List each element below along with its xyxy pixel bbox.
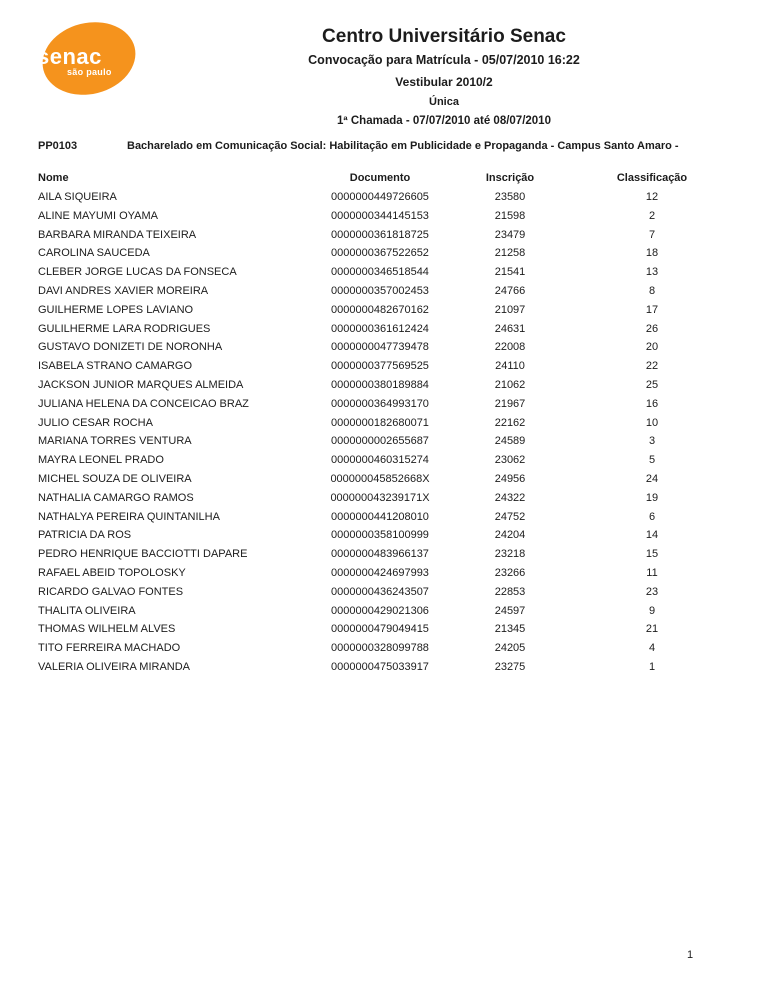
student-inscription: 21967 xyxy=(494,397,526,410)
student-name: PATRICIA DA ROS xyxy=(38,529,132,542)
student-document: 0000000361818725 xyxy=(331,228,429,241)
student-inscription: 22162 xyxy=(494,416,526,429)
student-classification: 6 xyxy=(648,510,656,523)
table-row xyxy=(38,320,746,339)
table-row xyxy=(38,545,746,564)
student-document: 0000000328099788 xyxy=(331,642,429,655)
student-name: CAROLINA SAUCEDA xyxy=(38,247,150,260)
table-row xyxy=(38,451,746,470)
student-document: 0000000380189884 xyxy=(331,378,429,391)
student-classification: 26 xyxy=(645,322,659,335)
student-inscription: 21258 xyxy=(494,247,526,260)
document-header xyxy=(120,26,768,128)
student-classification: 2 xyxy=(648,209,656,222)
student-inscription: 24589 xyxy=(494,435,526,448)
student-name: CLEBER JORGE LUCAS DA FONSECA xyxy=(38,266,237,279)
student-name: ALINE MAYUMI OYAMA xyxy=(38,209,159,222)
student-document: 000000045852668X xyxy=(330,472,430,485)
call-period-label: 1ª Chamada - 07/07/2010 até 08/07/2010 xyxy=(337,115,551,127)
student-classification: 7 xyxy=(648,228,656,241)
student-inscription: 21345 xyxy=(494,623,526,636)
table-row xyxy=(38,620,746,639)
page-number: 1 xyxy=(686,949,694,961)
student-classification: 14 xyxy=(645,529,659,542)
table-row xyxy=(38,263,746,282)
table-row xyxy=(38,583,746,602)
option-label: Única xyxy=(429,96,459,108)
student-name: THOMAS WILHELM ALVES xyxy=(38,623,176,636)
student-document: 0000000346518544 xyxy=(331,266,429,279)
student-name: MAYRA LEONEL PRADO xyxy=(38,454,164,467)
student-document: 0000000002655687 xyxy=(331,435,429,448)
course-name: Bacharelado em Comunicação Social: Habilitação em Publicidade e Propaganda - Campus Santo Amaro - xyxy=(127,140,679,152)
course-line xyxy=(38,140,748,153)
student-name: RAFAEL ABEID TOPOLOSKY xyxy=(38,566,186,579)
student-classification: 17 xyxy=(645,303,659,316)
table-row xyxy=(38,338,746,357)
student-document: 0000000479049415 xyxy=(331,623,429,636)
student-classification: 18 xyxy=(645,247,659,260)
student-classification: 22 xyxy=(645,360,659,373)
student-inscription: 21598 xyxy=(494,209,526,222)
student-name: JULIANA HELENA DA CONCEICAO BRAZ xyxy=(38,397,249,410)
student-document: 0000000475033917 xyxy=(331,660,429,673)
student-name: JACKSON JUNIOR MARQUES ALMEIDA xyxy=(38,378,244,391)
student-inscription: 23479 xyxy=(494,228,526,241)
student-document: 0000000436243507 xyxy=(331,585,429,598)
student-classification: 23 xyxy=(645,585,659,598)
student-classification: 16 xyxy=(645,397,659,410)
student-document: 0000000367522652 xyxy=(331,247,429,260)
table-row xyxy=(38,470,746,489)
student-document: 0000000429021306 xyxy=(331,604,429,617)
results-table-body xyxy=(38,188,746,677)
student-name: DAVI ANDRES XAVIER MOREIRA xyxy=(38,284,209,297)
student-classification: 25 xyxy=(645,378,659,391)
exam-label: Vestibular 2010/2 xyxy=(395,75,493,89)
student-document: 0000000441208010 xyxy=(331,510,429,523)
student-inscription: 24956 xyxy=(494,472,526,485)
student-inscription: 23266 xyxy=(494,566,526,579)
student-classification: 10 xyxy=(645,416,659,429)
student-inscription: 24322 xyxy=(494,491,526,504)
table-row xyxy=(38,188,746,207)
student-document: 0000000460315274 xyxy=(331,454,429,467)
student-document: 0000000482670162 xyxy=(331,303,429,316)
student-inscription: 24752 xyxy=(494,510,526,523)
student-inscription: 24631 xyxy=(494,322,526,335)
student-inscription: 24110 xyxy=(495,360,525,373)
student-document: 0000000344145153 xyxy=(331,209,429,222)
student-name: NATHALYA PEREIRA QUINTANILHA xyxy=(38,510,220,523)
table-row xyxy=(38,526,746,545)
student-name: TITO FERREIRA MACHADO xyxy=(38,642,181,655)
column-header-nome: Nome xyxy=(38,172,69,184)
student-classification: 3 xyxy=(648,435,656,448)
student-document: 0000000182680071 xyxy=(331,416,429,429)
table-row xyxy=(38,414,746,433)
student-inscription: 24766 xyxy=(494,284,526,297)
student-document: 0000000377569525 xyxy=(331,360,429,373)
student-inscription: 22008 xyxy=(494,341,526,354)
student-document: 000000043239171X xyxy=(330,491,430,504)
logo-region-text: são paulo xyxy=(67,67,112,77)
student-inscription: 21097 xyxy=(494,303,526,316)
table-row xyxy=(38,207,746,226)
student-name: MARIANA TORRES VENTURA xyxy=(38,435,192,448)
student-document: 0000000449726605 xyxy=(331,191,429,203)
student-inscription: 21062 xyxy=(494,378,526,391)
student-classification: 21 xyxy=(645,623,659,636)
student-document: 0000000364993170 xyxy=(331,397,429,410)
student-classification: 12 xyxy=(645,191,659,203)
student-name: RICARDO GALVAO FONTES xyxy=(38,585,184,598)
student-classification: 1 xyxy=(648,660,656,673)
table-row xyxy=(38,395,746,414)
student-name: ISABELA STRANO CAMARGO xyxy=(38,360,193,373)
table-row xyxy=(38,564,746,583)
student-name: BARBARA MIRANDA TEIXEIRA xyxy=(38,228,197,241)
student-classification: 5 xyxy=(648,454,656,467)
column-header-documento: Documento xyxy=(349,172,411,184)
student-name: MICHEL SOUZA DE OLIVEIRA xyxy=(38,472,192,485)
student-document: 0000000358100999 xyxy=(331,529,429,542)
student-inscription: 23218 xyxy=(494,548,526,561)
student-inscription: 23062 xyxy=(494,454,526,467)
student-classification: 4 xyxy=(648,642,656,655)
table-row xyxy=(38,602,746,621)
student-name: GULILHERME LARA RODRIGUES xyxy=(38,322,211,335)
student-name: GUSTAVO DONIZETI DE NORONHA xyxy=(38,341,223,354)
student-document: 0000000047739478 xyxy=(331,341,429,354)
column-header-classificacao: Classificação xyxy=(616,172,688,184)
convocation-subtitle: Convocação para Matrícula - 05/07/2010 16:22 xyxy=(308,53,580,67)
student-inscription: 21541 xyxy=(494,266,526,279)
student-inscription: 24204 xyxy=(494,529,526,542)
student-classification: 13 xyxy=(645,266,659,279)
student-name: PEDRO HENRIQUE BACCIOTTI DAPARE xyxy=(38,548,248,561)
table-row xyxy=(38,489,746,508)
student-name: JULIO CESAR ROCHA xyxy=(38,416,153,429)
student-inscription: 23580 xyxy=(494,191,526,203)
table-row xyxy=(38,432,746,451)
table-row xyxy=(38,658,746,677)
table-row xyxy=(38,357,746,376)
student-name: THALITA OLIVEIRA xyxy=(38,604,136,617)
student-inscription: 22853 xyxy=(494,585,526,598)
table-row xyxy=(38,282,746,301)
student-classification: 8 xyxy=(648,284,656,297)
results-table-header xyxy=(38,172,746,188)
table-row xyxy=(38,508,746,527)
student-classification: 20 xyxy=(645,341,659,354)
student-classification: 24 xyxy=(645,472,659,485)
student-name: NATHALIA CAMARGO RAMOS xyxy=(38,491,194,504)
results-table xyxy=(38,172,746,677)
page-title: Centro Universitário Senac xyxy=(322,26,566,47)
student-name: AILA SIQUEIRA xyxy=(38,191,117,203)
table-row xyxy=(38,639,746,658)
course-code: PP0103 xyxy=(38,140,78,152)
table-row xyxy=(38,301,746,320)
student-name: VALERIA OLIVEIRA MIRANDA xyxy=(38,660,191,673)
student-document: 0000000361612424 xyxy=(331,322,429,335)
student-inscription: 24205 xyxy=(494,642,526,655)
student-name: GUILHERME LOPES LAVIANO xyxy=(38,303,194,316)
student-classification: 19 xyxy=(645,491,659,504)
student-document: 0000000357002453 xyxy=(331,284,429,297)
table-row xyxy=(38,376,746,395)
table-row xyxy=(38,244,746,263)
column-header-inscricao: Inscrição xyxy=(485,172,535,184)
student-document: 0000000483966137 xyxy=(331,548,429,561)
student-classification: 11 xyxy=(646,566,658,579)
student-inscription: 23275 xyxy=(494,660,526,673)
table-row xyxy=(38,226,746,245)
student-inscription: 24597 xyxy=(494,604,526,617)
student-document: 0000000424697993 xyxy=(331,566,429,579)
student-classification: 15 xyxy=(645,548,659,561)
logo-brand-text: senac xyxy=(37,44,102,69)
student-classification: 9 xyxy=(648,604,656,617)
